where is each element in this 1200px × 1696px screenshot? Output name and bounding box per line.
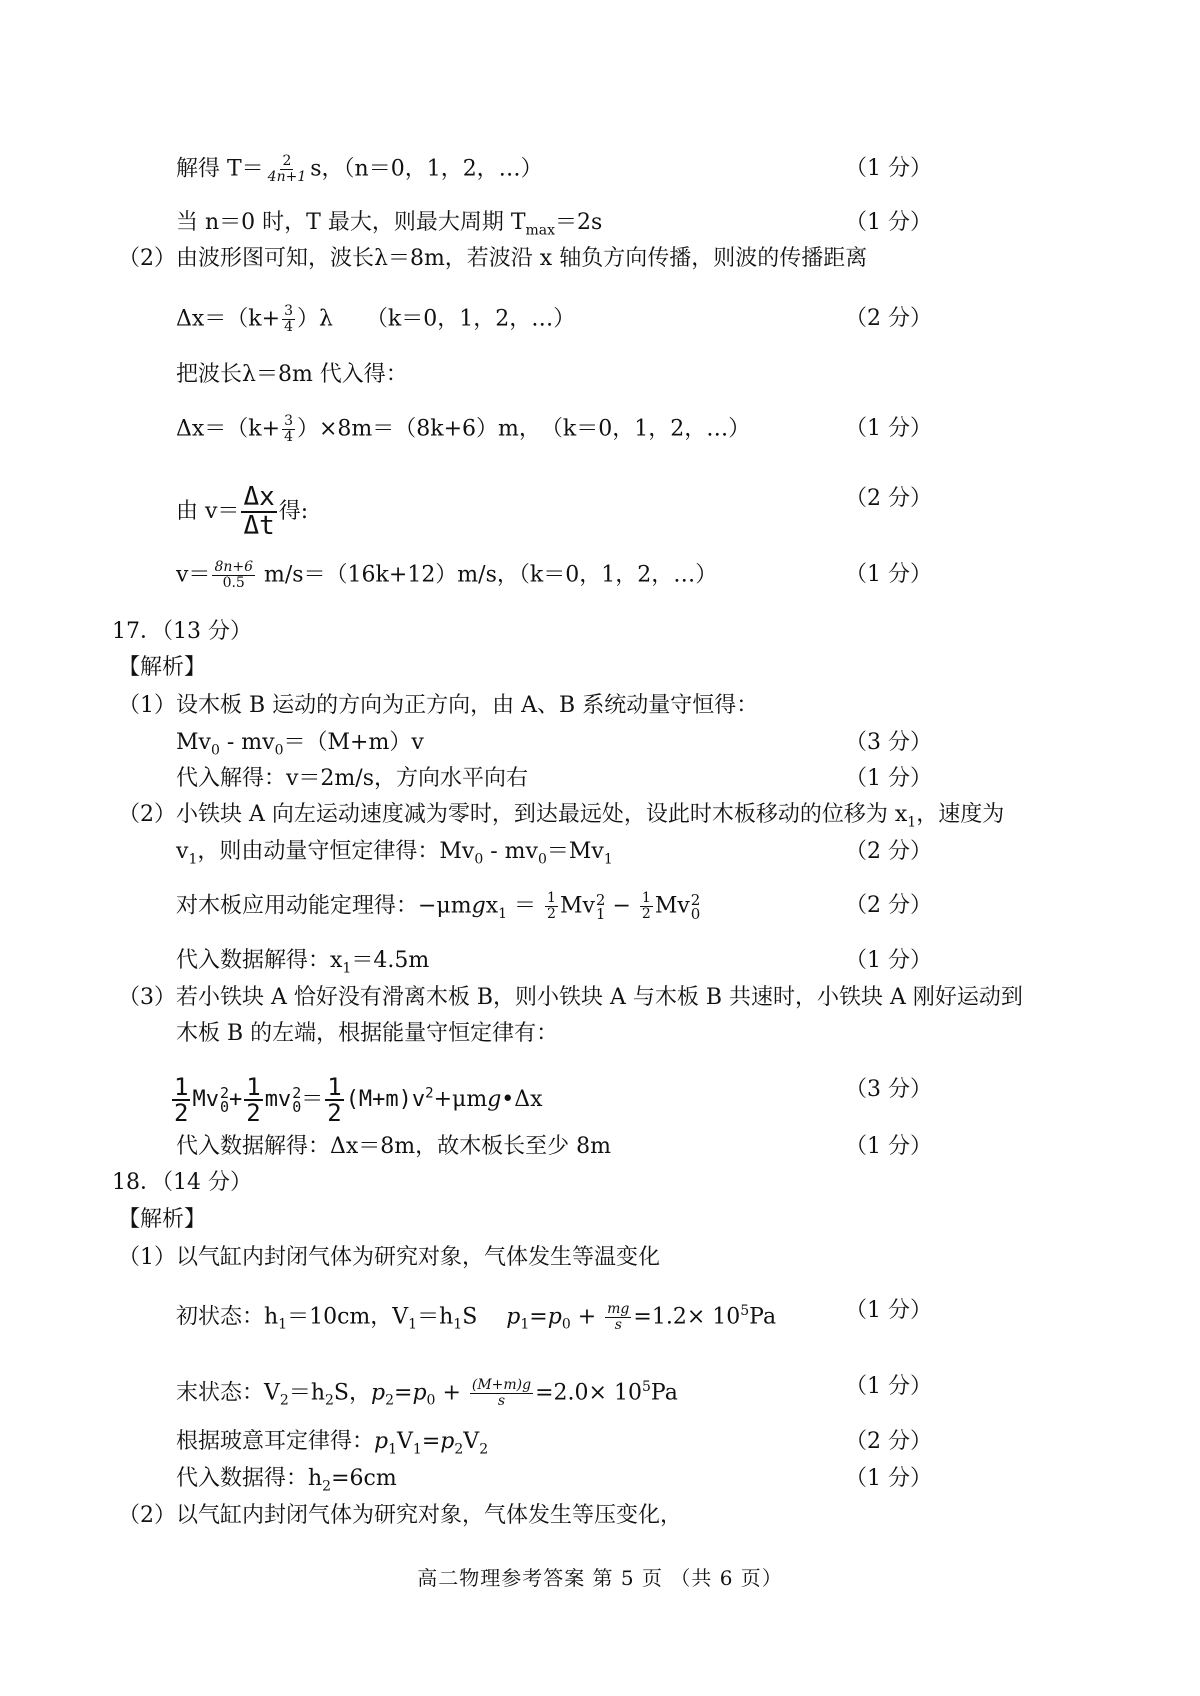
fraction: $\frac{1}{2}$ <box>641 890 651 922</box>
solution-line-boyle: 根据玻意耳定律得：$p_1V_1=p_2V_2$ <box>176 1429 489 1458</box>
analysis-heading: 【解析】 <box>118 655 207 680</box>
fraction: $\frac{1}{2}$ <box>547 890 556 922</box>
fraction: $\frac{1}{2}$ <box>327 1073 342 1127</box>
score-label: （2 分） <box>845 1429 932 1454</box>
solution-line-distance-value: Δx＝（k+ $\frac{3}{4}$ ）×8m＝（8k+6）m， （k＝0，1，2，…） <box>176 413 751 445</box>
fraction: $\frac{8n+6}{0.5}$ <box>214 559 253 591</box>
score-label: （1 分） <box>845 416 932 441</box>
solution-line-substitute: 把波长λ＝8m 代入得： <box>176 362 408 387</box>
score-label: （2 分） <box>845 893 932 918</box>
fraction: $\frac{2}{4n+1}$ <box>267 153 307 185</box>
solution-line-17-3: （3）若小铁块 A 恰好没有滑离木板 B，则小铁块 A 与木板 B 共速时，小铁块 A 刚好运动到 <box>118 985 1023 1010</box>
question-17-heading: 17．（13 分） <box>112 619 252 644</box>
solution-line-momentum: $Mv_0 - mv_0=(M+m)v$ <box>176 730 424 759</box>
solution-line-length: 代入数据解得：Δx＝8m，故木板长至少 8m <box>176 1134 612 1159</box>
solution-line-period: 解得 T＝ $\frac{2}{4n+1}$ s，（n＝0，1，2，…） <box>176 153 543 185</box>
solution-line-displacement: 代入数据解得：$x_1=4.5m$ <box>176 948 430 977</box>
score-label: （1 分） <box>845 562 932 587</box>
score-label: （1 分） <box>845 1466 932 1491</box>
solution-line-18-2: （2）以气缸内封闭气体为研究对象，气体发生等压变化， <box>118 1503 682 1528</box>
fraction: $\frac{1}{2}$ <box>174 1073 189 1127</box>
score-label: （1 分） <box>845 948 932 973</box>
solution-line-distance: Δx＝（k+ $\frac{3}{4}$ ）λ （k＝0，1，2，…） <box>176 303 576 335</box>
score-label: （3 分） <box>845 730 932 755</box>
solution-line-velocity-formula: 由 v＝ $\frac{\Delta x}{\Delta t}$ 得: <box>176 482 309 541</box>
solution-line-wavelength: （2）由波形图可知，波长λ＝8m，若波沿 x 轴负方向传播，则波的传播距离 <box>118 246 868 271</box>
analysis-heading: 【解析】 <box>118 1207 207 1232</box>
score-label: （2 分） <box>845 839 932 864</box>
page-footer: 高二物理参考答案 第 5 页 （共 6 页） <box>417 1566 783 1590</box>
solution-line-momentum-2: $v_1$，则由动量守恒定律得：$Mv_0 - mv_0=Mv_1$ <box>176 839 613 868</box>
fraction: $\frac{3}{4}$ <box>284 303 293 335</box>
solution-line-18-1: （1）以气缸内封闭气体为研究对象，气体发生等温变化 <box>118 1245 660 1270</box>
fraction: $\frac{mg}{s}$ <box>607 1300 630 1333</box>
solution-line-final-state: 末状态：$V_2=h_2S$，$p_2=p_0$ + $\frac{(M+m)g}{s}$ $=2.0\times 10^5Pa$ <box>176 1376 678 1409</box>
solution-line-kinetic-energy: 对木板应用动能定理得：−μmgx$_1$ ＝ $\frac{1}{2}$ Mv 2 1 − $\frac{1}{2}$ Mv 2 0 <box>176 890 701 923</box>
score-label: （1 分） <box>845 766 932 791</box>
score-label: （1 分） <box>845 210 932 235</box>
solution-line-energy: $\frac{1}{2}$ Mv 2 0 + $\frac{1}{2}$ mv 2 0 ＝ $\frac{1}{2}$ $(M+m)v^2+\mu mg•\Delta x$ <box>174 1073 543 1127</box>
score-label: （1 分） <box>845 1134 932 1159</box>
fraction: $\frac{(M+m)g}{s}$ <box>471 1376 532 1409</box>
solution-line-17-2: （2）小铁块 A 向左运动速度减为零时，到达最远处，设此时木板移动的位移为 $x_1$，速度为 <box>118 802 1005 831</box>
score-label: （3 分） <box>845 1077 932 1102</box>
score-label: （1 分） <box>845 1298 932 1323</box>
fraction: $\frac{\Delta x}{\Delta t}$ <box>243 482 275 541</box>
solution-line-velocity-value: v＝ $\frac{8n+6}{0.5}$ m/s＝（16k+12）m/s，（k＝0，1，2，…） <box>176 559 718 591</box>
solution-line-initial-state: 初状态：$h_1=10cm$，$V_1=h_1S$ $p_1=p_0$ + $\frac{mg}{s}$ $=1.2\times 10^5Pa$ <box>176 1300 777 1333</box>
score-label: （1 分） <box>845 156 932 181</box>
solution-line-height: 代入数据得：$h_2=6cm$ <box>176 1466 397 1495</box>
score-label: （2 分） <box>845 306 932 331</box>
question-18-heading: 18．（14 分） <box>112 1170 252 1195</box>
fraction: $\frac{3}{4}$ <box>284 413 293 445</box>
solution-line-17-1: （1）设木板 B 运动的方向为正方向，由 A、B 系统动量守恒得： <box>118 693 759 718</box>
fraction: $\frac{1}{2}$ <box>246 1073 261 1127</box>
score-label: （1 分） <box>845 1374 932 1399</box>
solution-line-max-period: 当 n＝0 时，T 最大，则最大周期 $T_{max}=2s$ <box>176 210 603 239</box>
solution-line-17-3b: 木板 B 的左端，根据能量守恒定律有： <box>176 1021 559 1046</box>
score-label: （2 分） <box>845 486 932 511</box>
solution-line-velocity-result: 代入解得：v＝2m/s，方向水平向右 <box>176 766 528 791</box>
